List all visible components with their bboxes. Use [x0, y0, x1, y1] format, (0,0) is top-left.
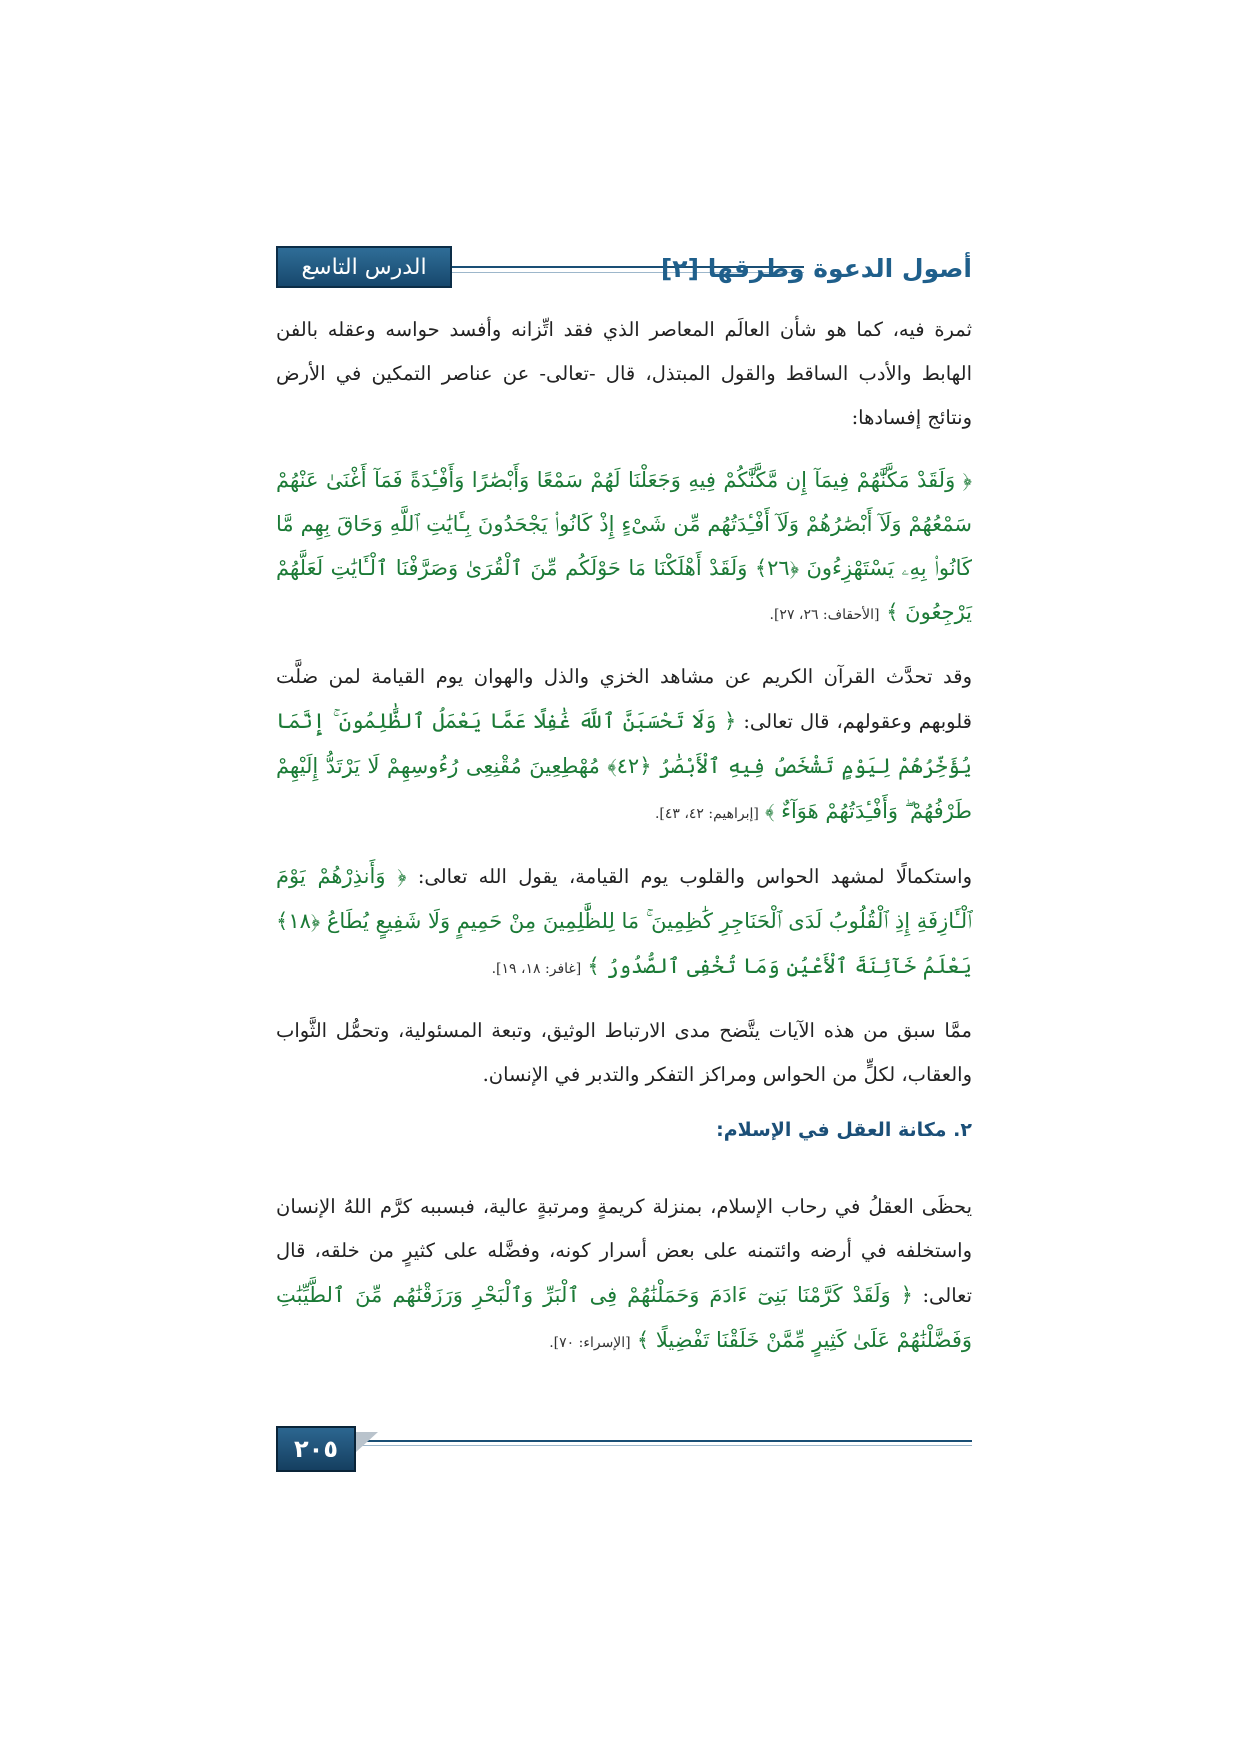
paragraph-3 [276, 854, 972, 991]
quran-verse-5: ﴿ وَلَقَدْ كَرَّمْنَا بَنِىٓ ءَادَمَ وَحَمَلْنَٰهُمْ فِى ٱلْبَرِّ وَٱلْبَحْرِ وَرَزَقْنَٰهُم مِّنَ ٱلطَّيِّبَٰتِ وَفَضَّلْنَٰهُمْ عَلَىٰ كَثِيرٍ مِّمَّنْ خَلَقْنَا تَفْضِيلًا ﴾ [276, 1283, 972, 1352]
book-title: أصول الدعوة وطرقها [٢] [660, 253, 972, 283]
verse-reference: [الإسراء: ٧٠]. [549, 1335, 631, 1351]
paragraph-1: ثمرة فيه، كما هو شأن العالَم المعاصر الذي فقد اتِّزانه وأفسد حواسه وعقله بالفن الهابط والأدب الساقط والقول المبتذل، قال -تعالى- عن عناصر التمكين في الأرض ونتائج إفسادها: [276, 318, 972, 429]
verse-reference: [غافر: ١٨، ١٩]. [491, 961, 582, 977]
paragraph-5 [276, 1185, 972, 1365]
paragraph-text: واستكمالًا لمشهد الحواس والقلوب يوم القيامة، يقول الله تعالى: [417, 865, 972, 888]
quran-verse-3: ﴿ وَأَنذِرْهُمْ يَوْمَ ٱلْـَٔازِفَةِ إِذِ ٱلْقُلُوبُ لَدَى ٱلْحَنَاجِرِ كَٰظِمِينَ ۚ مَا لِلظَّٰلِمِينَ مِنْ حَمِيمٍ وَلَا شَفِيعٍ يُطَاعُ ﴿١٨﴾ يَعْلَمُ خَآئِنَةَ ٱلْأَعْيُنِ وَمَا تُخْفِى ٱلصُّدُورُ ﴾ [276, 864, 972, 978]
page-body [276, 308, 972, 1383]
verse-reference: [إبراهيم: ٤٢، ٤٣]. [654, 806, 759, 822]
page-footer [276, 1426, 972, 1478]
quran-verse-1 [276, 458, 972, 637]
paragraph-2 [276, 655, 972, 836]
section-heading: ٢. مكانة العقل في الإسلام: [716, 1119, 972, 1141]
verse-reference: [الأحقاف: ٢٦، ٢٧]. [769, 607, 880, 623]
paragraph-text: يحظَى العقلُ في رحاب الإسلام، بمنزلة كريمةٍ ومرتبةٍ عالية، فبسببه كرَّم اللهُ الإنسان واستخلفه في أرضه وائتمنه على بعض أسرار كونه، وفضَّله على كثيرٍ من خلقه، قال تعالى: [276, 1195, 972, 1307]
footer-rule [356, 1440, 972, 1442]
paragraph-text: وقد تحدَّث القرآن الكريم عن مشاهد الخزي والذل والهوان يوم القيامة لمن ضلَّت قلوبهم وعقولهم، قال تعالى: [276, 665, 972, 733]
lesson-label: الدرس التاسع [276, 246, 452, 288]
footer-rule-light [356, 1445, 972, 1446]
page-number: ٢٠٥ [276, 1426, 356, 1472]
quran-verse-text: ﴿ وَلَقَدْ مَكَّنَّٰهُمْ فِيمَآ إِن مَّكَّنَّٰكُمْ فِيهِ وَجَعَلْنَا لَهُمْ سَمْعًا وَأَبْصَٰرًا وَأَفْـِٔدَةً فَمَآ أَغْنَىٰ عَنْهُمْ سَمْعُهُمْ وَلَآ أَبْصَٰرُهُمْ وَلَآ أَفْـِٔدَتُهُم مِّن شَىْءٍ إِذْ كَانُوا۟ يَجْحَدُونَ بِـَٔايَٰتِ ٱللَّهِ وَحَاقَ بِهِم مَّا كَانُوا۟ بِهِۦ يَسْتَهْزِءُونَ ﴿٢٦﴾ وَلَقَدْ أَهْلَكْنَا مَا حَوْلَكُم مِّنَ ٱلْقُرَىٰ وَصَرَّفْنَا ٱلْـَٔايَٰتِ لَعَلَّهُمْ يَرْجِعُونَ ﴾ [276, 468, 972, 624]
paragraph-4: ممَّا سبق من هذه الآيات يتَّضح مدى الارتباط الوثيق، وتبعة المسئولية، وتحمُّل الثَّواب والعقاب، لكلٍّ من الحواس ومراكز التفكر والتدبر في الإنسان. [276, 1019, 972, 1086]
quran-verse-2: ﴿ وَلَا تَحْسَبَنَّ ٱللَّهَ غَٰفِلًا عَمَّا يَعْمَلُ ٱلظَّٰلِمُونَ ۚ إِنَّمَا يُؤَخِّرُهُمْ لِيَوْمٍ تَشْخَصُ فِيهِ ٱلْأَبْصَٰرُ ﴿٤٢﴾ مُهْطِعِينَ مُقْنِعِى رُءُوسِهِمْ لَا يَرْتَدُّ إِلَيْهِمْ طَرْفُهُمْ ۖ وَأَفْـِٔدَتُهُمْ هَوَآءٌ ﴾ [276, 709, 972, 823]
page-number-shadow [356, 1432, 378, 1452]
page-header [276, 246, 972, 292]
